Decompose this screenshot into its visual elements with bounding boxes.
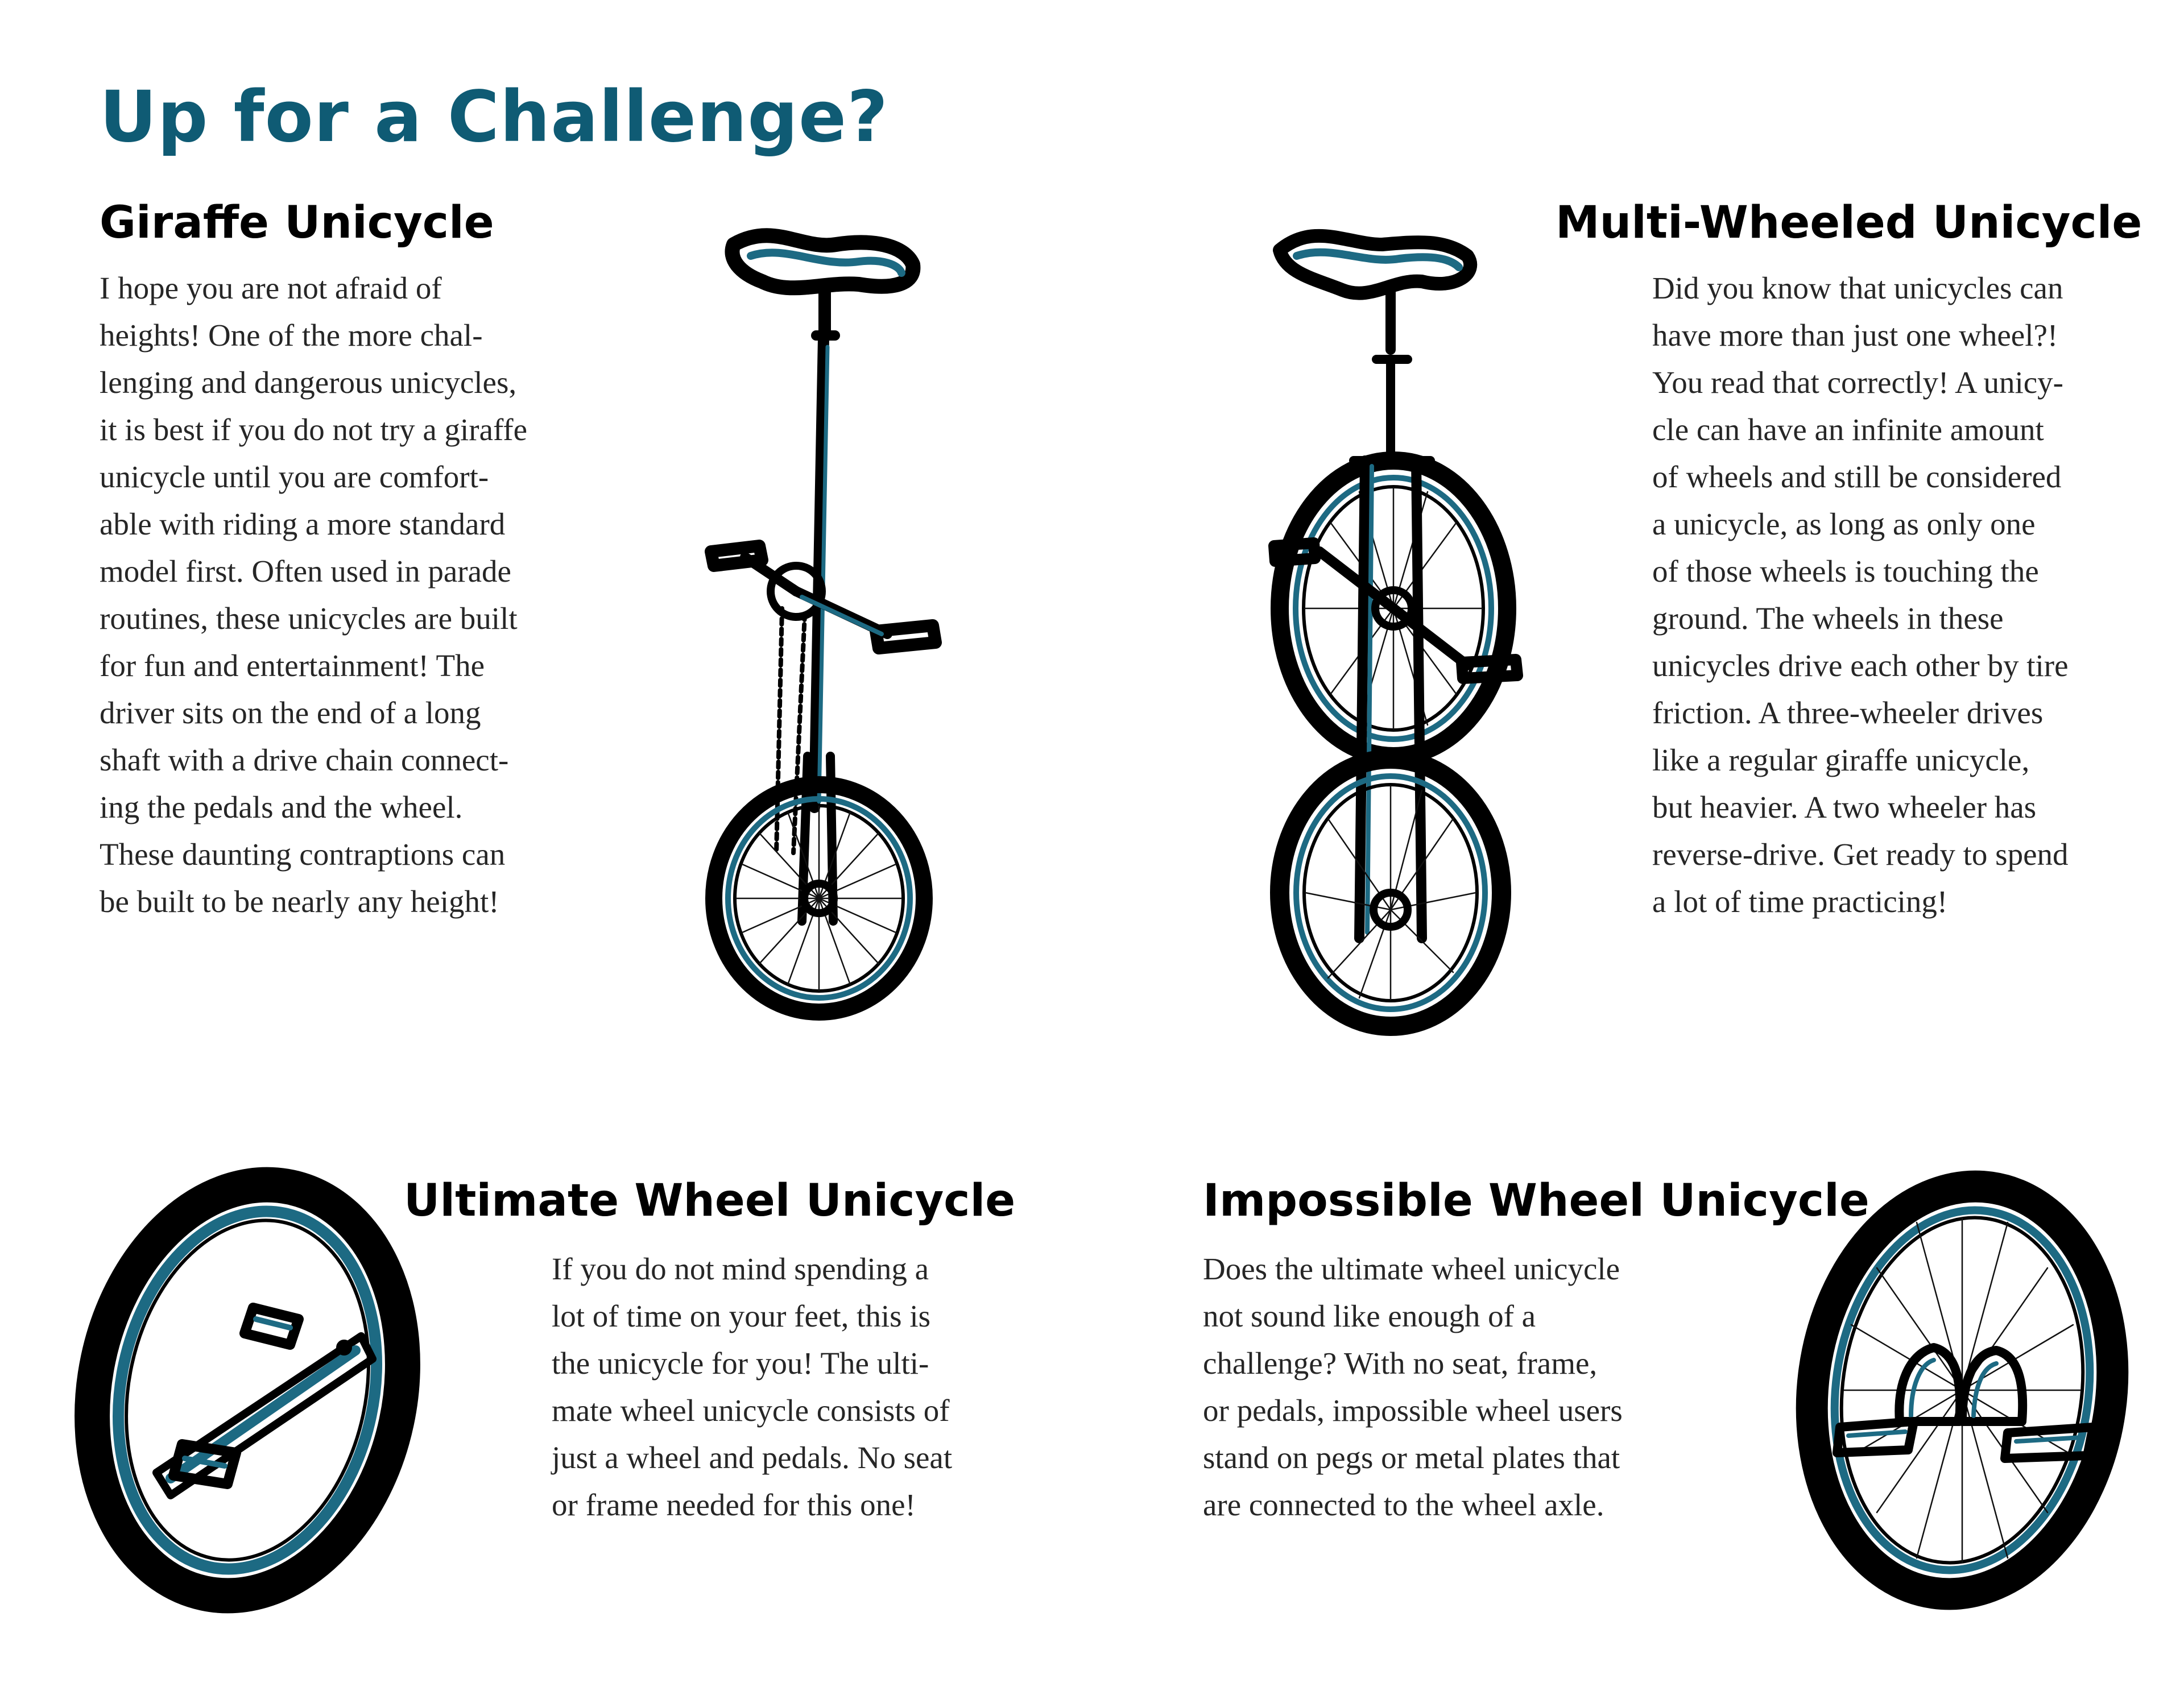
body-line: are connected to the wheel axle. — [1203, 1487, 1604, 1522]
body-line: or frame needed for this one! — [552, 1487, 916, 1522]
body-line: unicycle until you are comfort- — [100, 459, 489, 494]
body-line: just a wheel and pedals. No seat — [552, 1440, 953, 1475]
ultimate-wheel-heading: Ultimate Wheel Unicycle — [404, 1175, 1016, 1226]
body-line: the unicycle for you! The ulti- — [552, 1346, 929, 1381]
body-line: reverse-drive. Get ready to spend — [1652, 837, 2069, 872]
body-line: routines, these unicycles are built — [100, 601, 518, 636]
giraffe-unicycle-illustration — [688, 210, 973, 1063]
impossible-wheel-heading: Impossible Wheel Unicycle — [1203, 1175, 1869, 1226]
body-line: heights! One of the more chal- — [100, 318, 483, 353]
page-title: Up for a Challenge? — [100, 76, 889, 158]
body-line: challenge? With no seat, frame, — [1203, 1346, 1598, 1381]
body-line: cle can have an infinite amount — [1652, 412, 2044, 447]
impossible-wheel-body — [1203, 1245, 1623, 1528]
body-line: it is best if you do not try a giraffe — [100, 412, 528, 447]
body-line: lot of time on your feet, this is — [552, 1299, 931, 1333]
body-line: or pedals, impossible wheel users — [1203, 1393, 1623, 1428]
body-line: lenging and dangerous unicycles, — [100, 365, 517, 400]
body-line: be built to be nearly any height! — [100, 884, 499, 919]
ultimate-wheel-illustration — [71, 1154, 435, 1626]
body-line: You read that correctly! A unicy- — [1652, 365, 2063, 400]
body-line: not sound like enough of a — [1203, 1299, 1536, 1333]
multi-wheeled-body — [1652, 264, 2069, 925]
body-line: for fun and entertainment! The — [100, 648, 485, 683]
giraffe-body — [100, 264, 527, 925]
body-line: Did you know that unicycles can — [1652, 271, 2063, 305]
body-line: unicycles drive each other by tire — [1652, 648, 2069, 683]
body-line: If you do not mind spending a — [552, 1251, 929, 1286]
body-line: but heavier. A two wheeler has — [1652, 790, 2037, 824]
multi-wheeled-unicycle-illustration — [1251, 210, 1547, 1075]
body-line: I hope you are not afraid of — [100, 271, 442, 305]
body-line: able with riding a more standard — [100, 507, 506, 541]
body-line: a unicycle, as long as only one — [1652, 507, 2036, 541]
body-line: ing the pedals and the wheel. — [100, 790, 463, 824]
multi-wheeled-heading: Multi-Wheeled Unicycle — [1556, 197, 2142, 248]
body-line: like a regular giraffe unicycle, — [1652, 743, 2030, 777]
body-line: friction. A three-wheeler drives — [1652, 695, 2044, 730]
body-line: stand on pegs or metal plates that — [1203, 1440, 1620, 1475]
body-line: have more than just one wheel?! — [1652, 318, 2058, 353]
body-line: of wheels and still be considered — [1652, 459, 2062, 494]
body-line: Does the ultimate wheel unicycle — [1203, 1251, 1620, 1286]
body-line: ground. The wheels in these — [1652, 601, 2004, 636]
giraffe-heading: Giraffe Unicycle — [100, 197, 494, 248]
ultimate-wheel-body — [552, 1245, 952, 1528]
body-line: a lot of time practicing! — [1652, 884, 1948, 919]
body-line: driver sits on the end of a long — [100, 695, 481, 730]
body-line: shaft with a drive chain connect- — [100, 743, 509, 777]
body-line: mate wheel unicycle consists of — [552, 1393, 950, 1428]
impossible-wheel-illustration — [1792, 1154, 2133, 1626]
body-line: of those wheels is touching the — [1652, 554, 2039, 588]
body-line: These daunting contraptions can — [100, 837, 506, 872]
body-line: model first. Often used in parade — [100, 554, 511, 588]
